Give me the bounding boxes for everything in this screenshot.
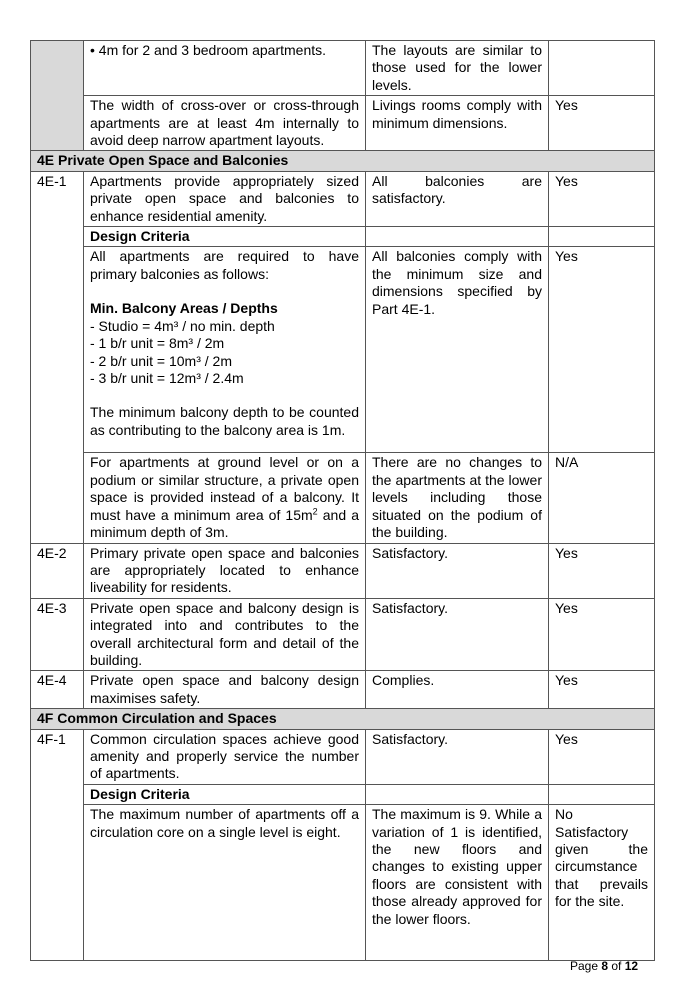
table-row: [31, 247, 655, 453]
requirement-subheading: Min. Balcony Areas / Depths: [90, 300, 278, 317]
requirement-cell: Apartments provide appropriately sized private open space and balconies to enhance residential amenity.: [84, 171, 366, 226]
comment-cell: Satisfactory.: [366, 598, 549, 671]
requirement-intro: All apartments are required to have primary balconies as follows:: [90, 248, 359, 282]
status-cell: [549, 41, 655, 96]
table-row: [31, 96, 655, 151]
status-cell: [549, 227, 655, 247]
list-item: - 2 b/r unit = 10m³ / 2m: [90, 352, 232, 369]
status-cell: Yes: [549, 671, 655, 709]
table-row: [31, 41, 655, 96]
table-row: [31, 671, 655, 709]
requirement-text: For apartments at ground level or on a podium or similar structure, a private open space is provided instead of a balcony. It must have a minimum area of 15m: [90, 454, 359, 523]
status-cell: [549, 784, 655, 804]
code-cell: 4E-1: [31, 171, 84, 543]
status-cell: Yes: [549, 598, 655, 671]
code-cell: 4E-2: [31, 543, 84, 598]
status-cell: Yes: [549, 729, 655, 784]
section-heading: 4E Private Open Space and Balconies: [31, 151, 655, 171]
comment-cell: All balconies are satisfactory.: [366, 171, 549, 226]
table-row: [31, 805, 655, 961]
assessment-table: [30, 40, 655, 961]
section-header-row: [31, 151, 655, 171]
list-item: - Studio = 4m³ / no min. depth: [90, 317, 275, 334]
status-cell: Yes: [549, 247, 655, 453]
comment-cell: The maximum is 9. While a variation of 1 is identified, the new floors and changes to existing upper floors are consistent with those already approved for the lower floors.: [366, 805, 549, 961]
requirement-cell: Common circulation spaces achieve good amenity and properly service the number of apartments.: [84, 729, 366, 784]
comment-cell: Livings rooms comply with minimum dimensions.: [366, 96, 549, 151]
section-header-row: [31, 709, 655, 729]
table-row: [31, 171, 655, 226]
requirement-cell: [84, 247, 366, 453]
comment-cell: [366, 784, 549, 804]
design-criteria-label: Design Criteria: [84, 227, 366, 247]
design-criteria-label: Design Criteria: [84, 784, 366, 804]
of-label: of: [608, 959, 625, 973]
comment-cell: All balconies comply with the minimum size and dimensions specified by Part 4E-1.: [366, 247, 549, 453]
code-cell: 4F-1: [31, 729, 84, 961]
table-row: [31, 729, 655, 784]
status-cell: N/A: [549, 453, 655, 543]
status-cell: Yes: [549, 96, 655, 151]
requirement-text: and a minimum depth of 3m.: [90, 506, 359, 541]
section-heading: 4F Common Circulation and Spaces: [31, 709, 655, 729]
design-criteria-row: [31, 227, 655, 247]
total-pages: 12: [624, 959, 639, 973]
requirement-cell: • 4m for 2 and 3 bedroom apartments.: [84, 41, 366, 96]
comment-cell: Complies.: [366, 671, 549, 709]
design-criteria-row: [31, 784, 655, 804]
comment-cell: Satisfactory.: [366, 543, 549, 598]
requirement-note: The minimum balcony depth to be counted as contributing to the balcony area is 1m.: [90, 404, 359, 438]
table-row: [31, 543, 655, 598]
page-label: Page: [570, 959, 602, 973]
list-item: - 1 b/r unit = 8m³ / 2m: [90, 335, 225, 352]
requirement-cell: Private open space and balcony design is integrated into and contributes to the overall architectural form and detail of the building.: [84, 598, 366, 671]
code-cell: 4E-4: [31, 671, 84, 709]
superscript: 2: [312, 506, 318, 517]
comment-cell: [366, 227, 549, 247]
comment-cell: There are no changes to the apartments at the lower levels including those situated on the podium of the building.: [366, 453, 549, 543]
requirement-cell: The maximum number of apartments off a circulation core on a single level is eight.: [84, 805, 366, 961]
code-cell: 4E-3: [31, 598, 84, 671]
table-row: [31, 453, 655, 543]
list-item: - 3 b/r unit = 12m³ / 2.4m: [90, 369, 244, 386]
requirement-cell: Primary private open space and balconies are appropriately located to enhance liveability for residents.: [84, 543, 366, 598]
status-cell: No Satisfactory given the circumstance that prevails for the site.: [549, 805, 655, 961]
page-number: [570, 959, 638, 973]
status-cell: Yes: [549, 171, 655, 226]
current-page: 8: [601, 959, 609, 973]
code-cell: [31, 41, 84, 151]
requirement-cell: [84, 453, 366, 543]
table-row: [31, 598, 655, 671]
comment-cell: Satisfactory.: [366, 729, 549, 784]
comment-cell: The layouts are similar to those used for the lower levels.: [366, 41, 549, 96]
status-cell: Yes: [549, 543, 655, 598]
requirement-cell: The width of cross-over or cross-through apartments are at least 4m internally to avoid deep narrow apartment layouts.: [84, 96, 366, 151]
requirement-cell: Private open space and balcony design maximises safety.: [84, 671, 366, 709]
